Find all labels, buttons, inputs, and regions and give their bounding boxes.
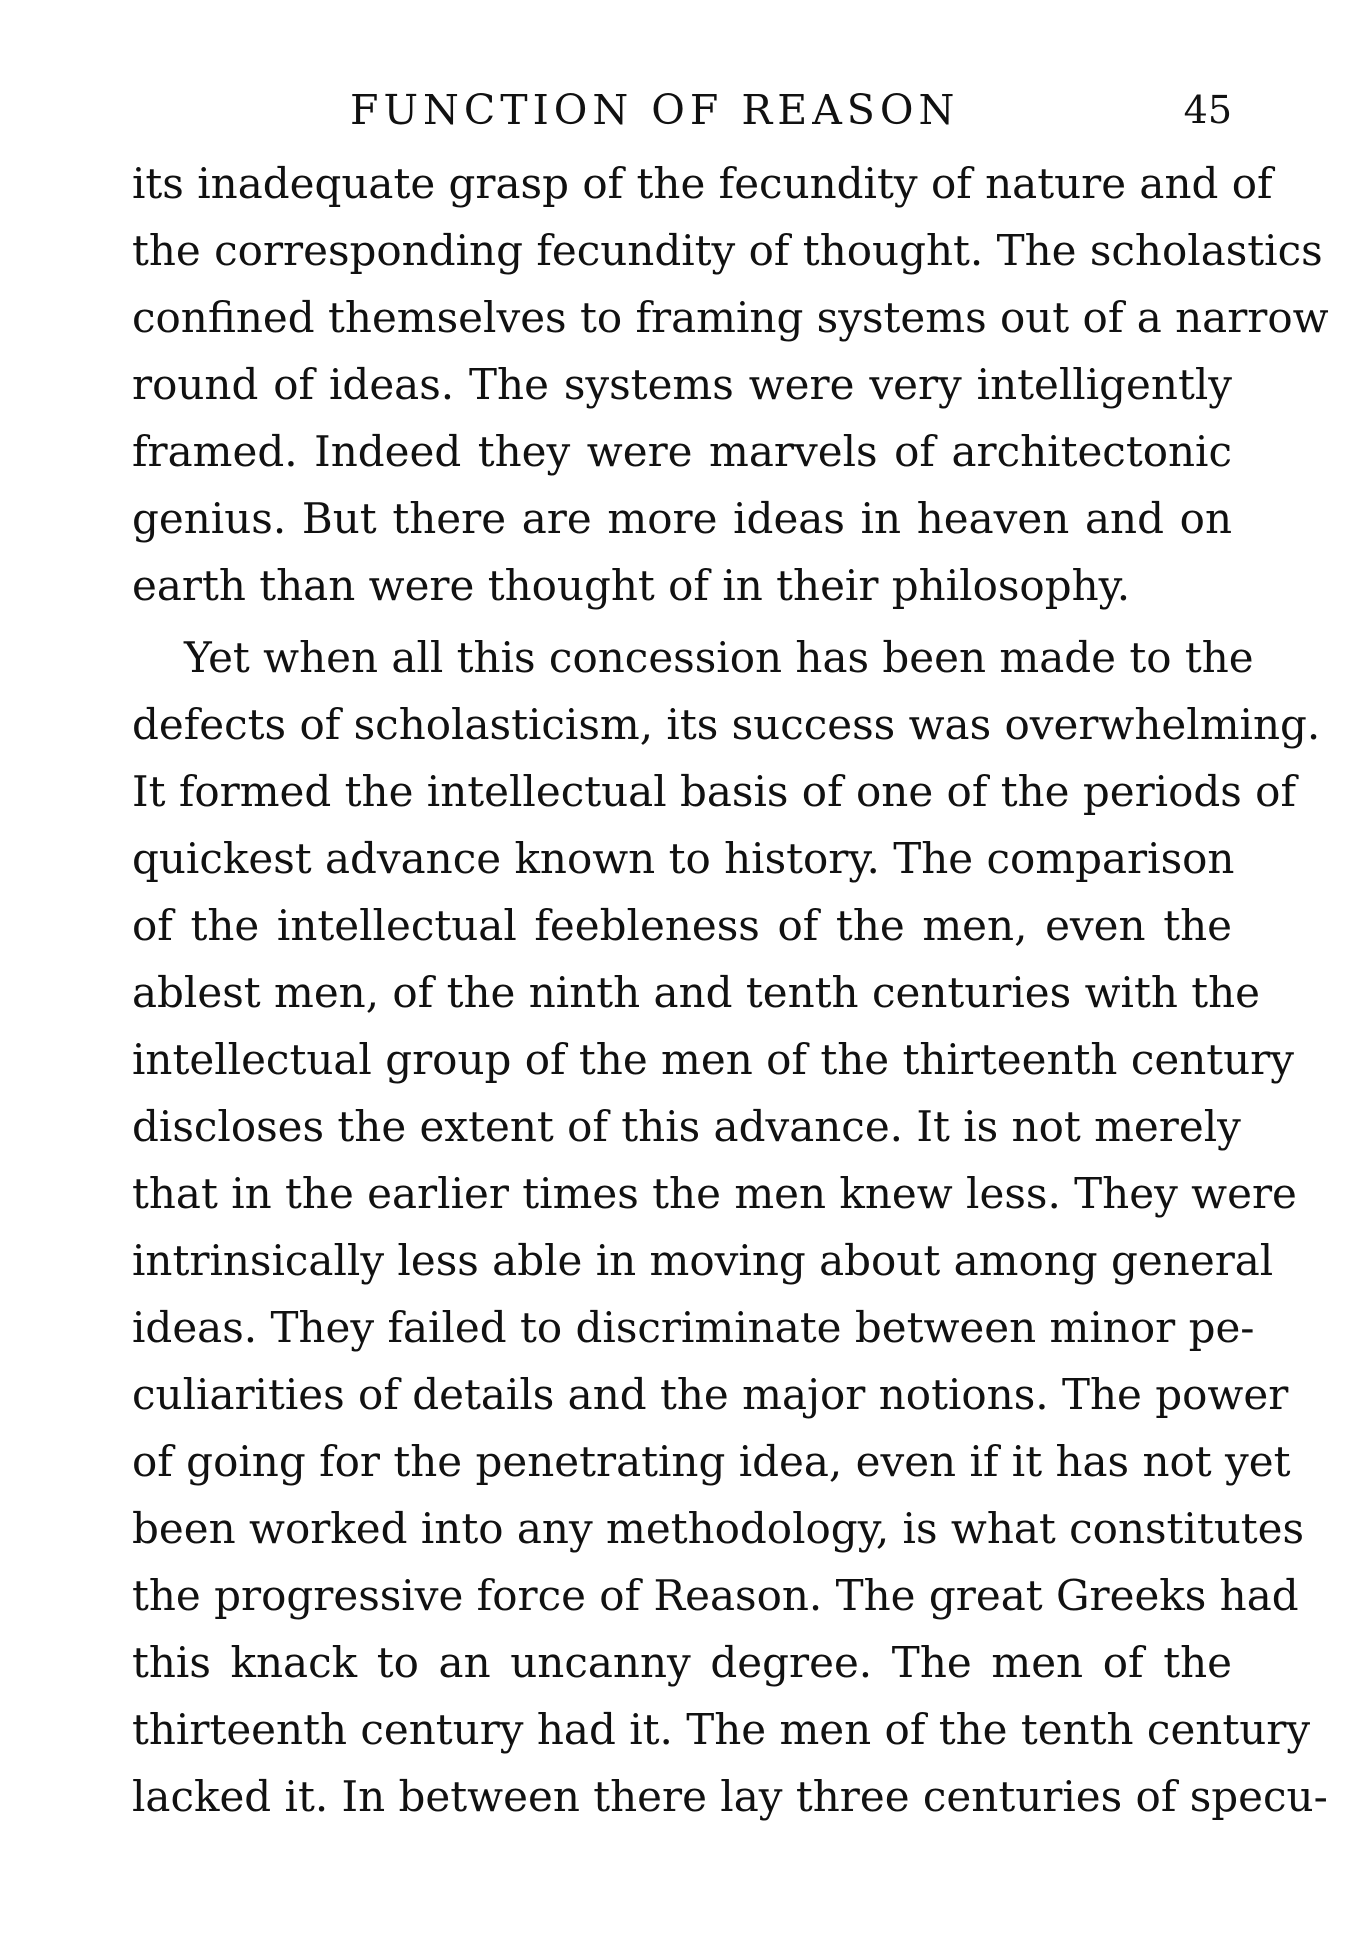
text-line: been worked into any methodology, is what constitutes	[132, 1504, 1305, 1553]
text-line: Yet when all this concession has been made to the	[184, 633, 1254, 682]
body-text	[132, 150, 1329, 1830]
text-line: It formed the intellectual basis of one of the periods of	[132, 767, 1297, 816]
page-number: 45	[1183, 88, 1232, 132]
text-line: of going for the penetrating idea, even if it has not yet	[132, 1437, 1291, 1486]
text-line: the progressive force of Reason. The great Greeks had	[132, 1571, 1299, 1620]
text-line: culiarities of details and the major notions. The power	[132, 1370, 1289, 1419]
text-line: quickest advance known to history. The comparison	[132, 834, 1235, 883]
text-line: lacked it. In between there lay three centuries of specu-	[132, 1772, 1328, 1821]
paragraph-1	[132, 150, 1329, 619]
text-line: intellectual group of the men of the thirteenth century	[132, 1035, 1294, 1084]
paragraph-2	[132, 624, 1328, 1830]
text-line: genius. But there are more ideas in heaven and on	[132, 494, 1232, 543]
text-line: framed. Indeed they were marvels of architectonic	[132, 427, 1232, 476]
text-line: this knack to an uncanny degree. The men of the	[132, 1638, 1232, 1687]
text-line: discloses the extent of this advance. It is not merely	[132, 1102, 1241, 1151]
text-line: confined themselves to framing systems out of a narrow	[132, 293, 1329, 342]
text-line: ablest men, of the ninth and tenth centuries with the	[132, 968, 1261, 1017]
text-line: intrinsically less able in moving about among general	[132, 1236, 1274, 1285]
text-line: defects of scholasticism, its success was overwhelming.	[132, 700, 1321, 749]
running-head	[132, 80, 1232, 140]
text-line: its inadequate grasp of the fecundity of nature and of	[132, 159, 1273, 208]
text-line: thirteenth century had it. The men of the tenth century	[132, 1705, 1311, 1754]
text-line: the corresponding fecundity of thought. The scholastics	[132, 226, 1323, 275]
text-line: of the intellectual feebleness of the men, even the	[132, 901, 1232, 950]
chapter-title: FUNCTION OF REASON	[350, 86, 960, 134]
text-line: round of ideas. The systems were very intelligently	[132, 360, 1232, 409]
text-line: ideas. They failed to discriminate between minor pe-	[132, 1303, 1255, 1352]
text-line: that in the earlier times the men knew less. They were	[132, 1169, 1297, 1218]
text-line: earth than were thought of in their philosophy.	[132, 561, 1131, 610]
